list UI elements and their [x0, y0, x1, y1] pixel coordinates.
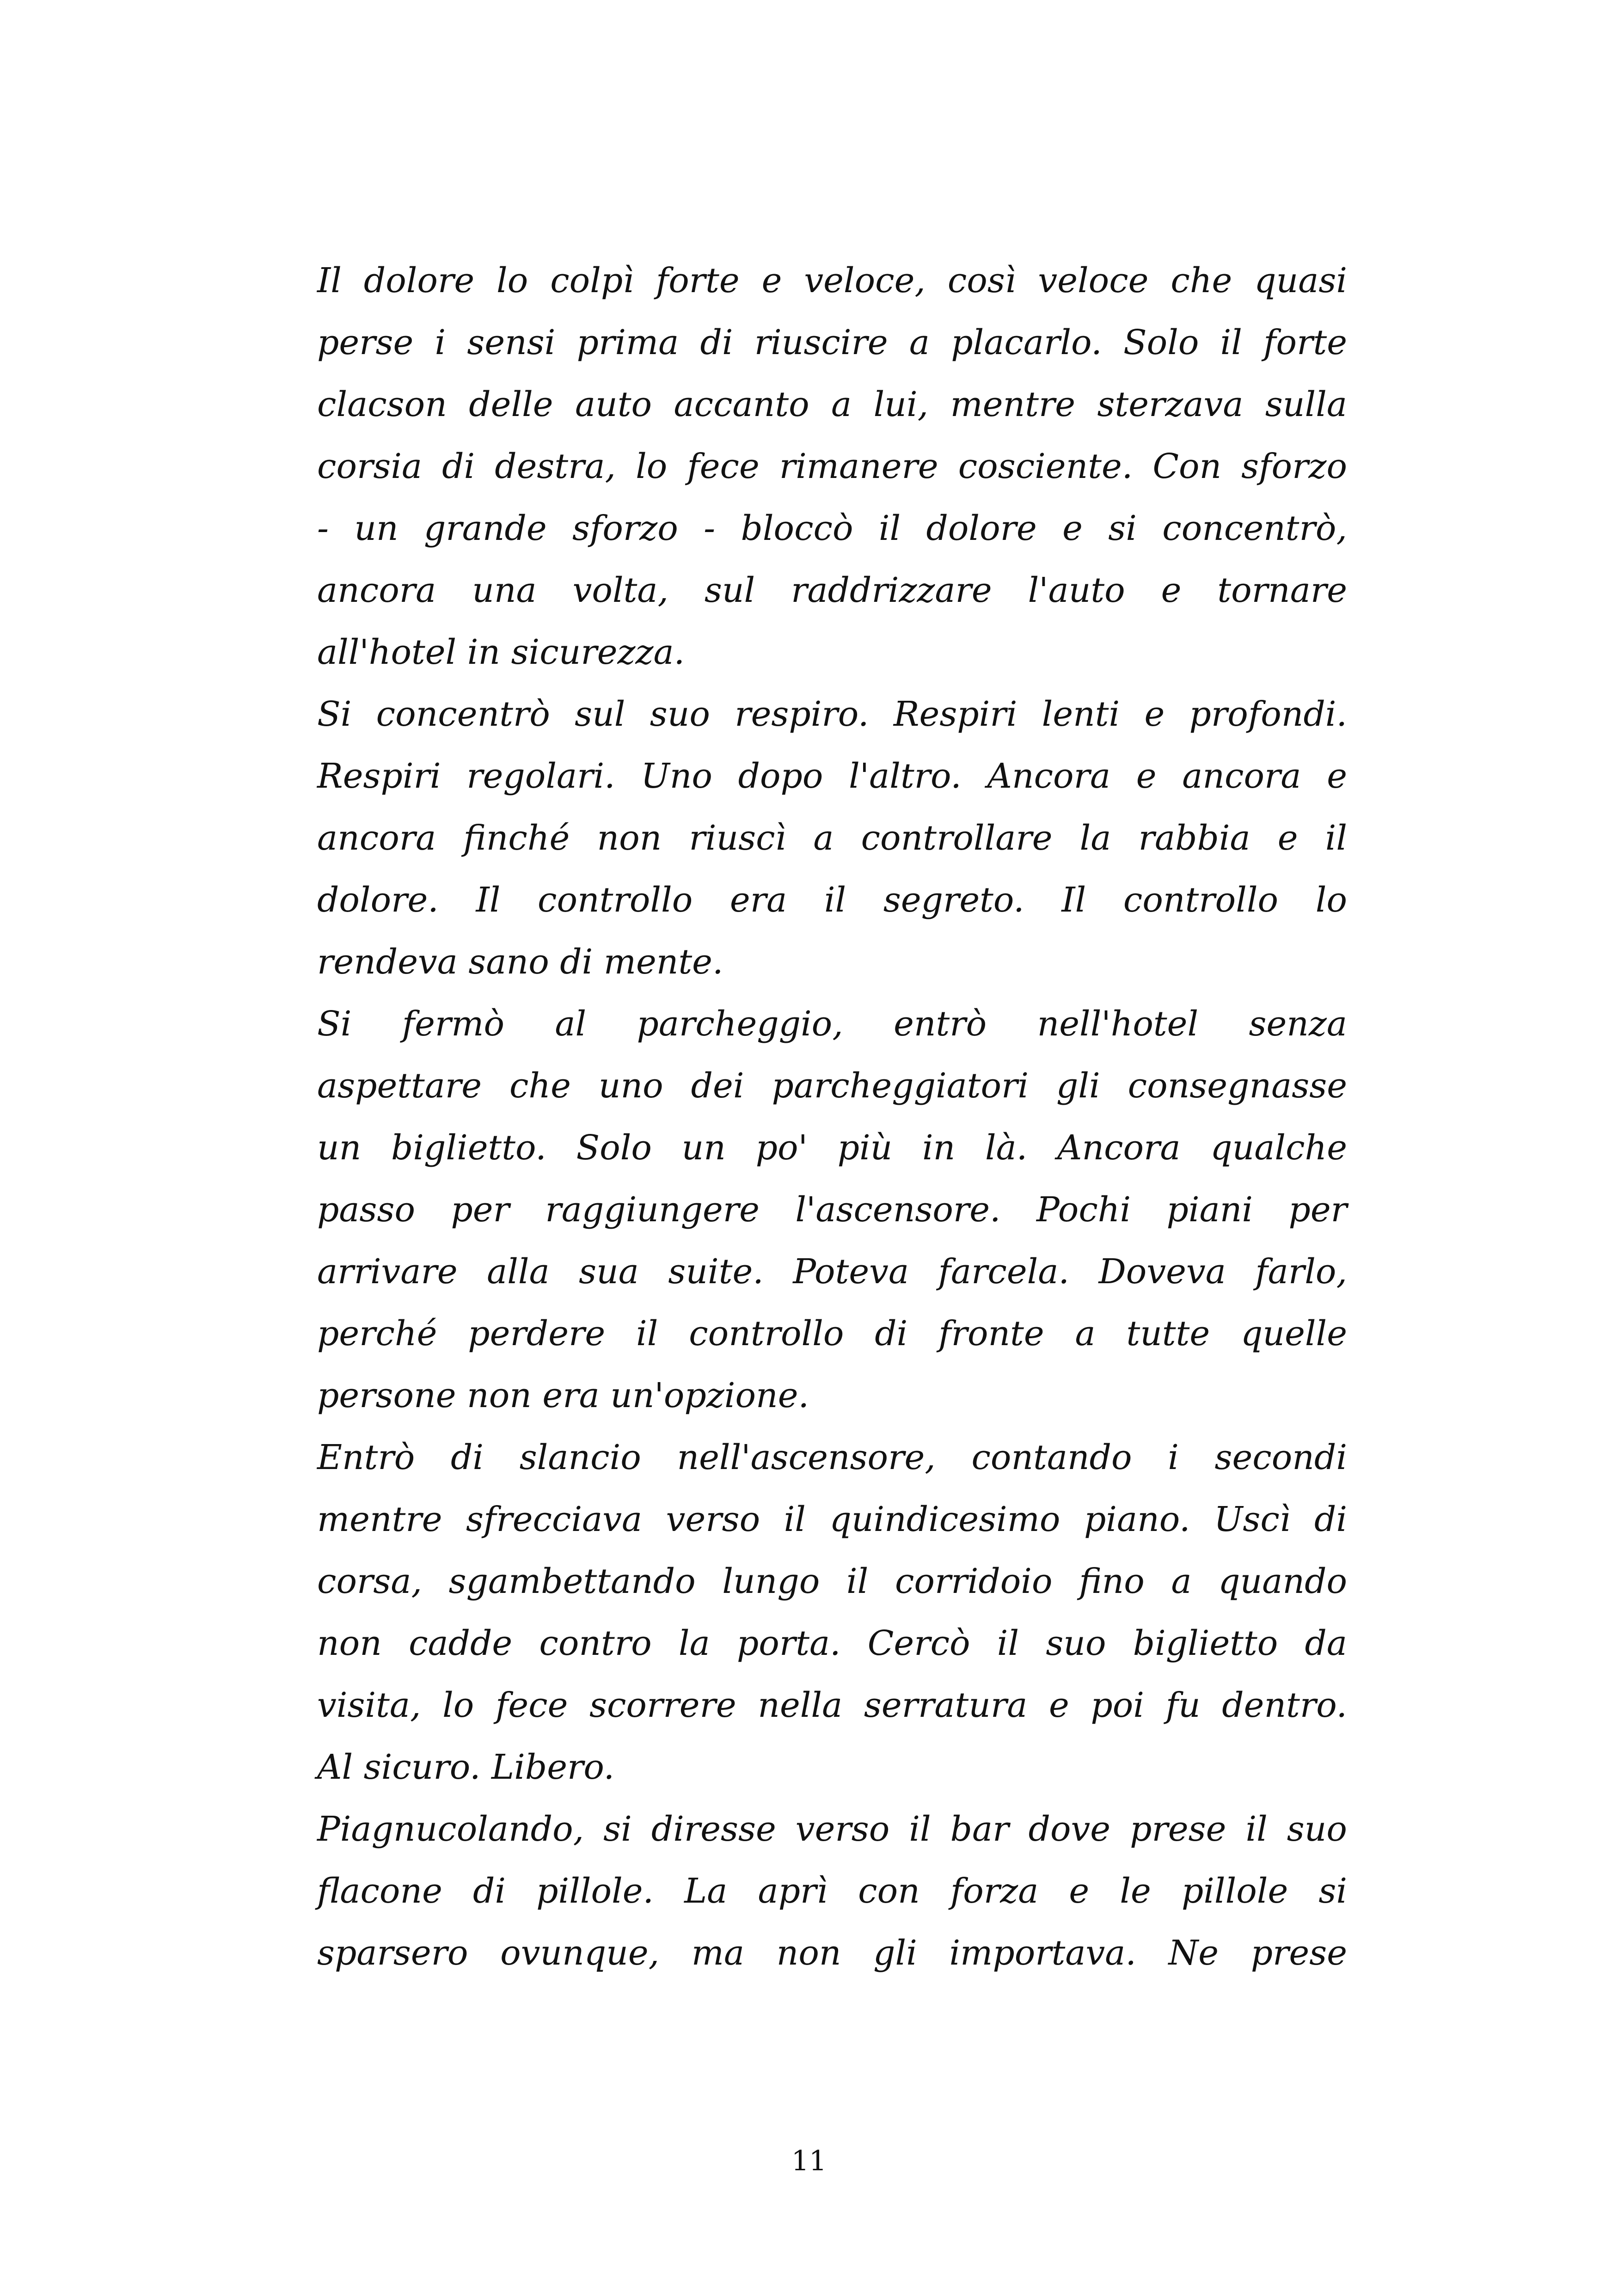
- body-text: [317, 250, 1347, 1984]
- text-line: perché perdere il controllo di fronte a tutte quelle: [317, 1314, 1347, 1353]
- text-line: Al sicuro. Libero.: [317, 1747, 615, 1787]
- text-line: arrivare alla sua suite. Poteva farcela. Doveva farlo,: [317, 1252, 1347, 1292]
- text-line: - un grande sforzo - bloccò il dolore e si concentrò,: [317, 508, 1347, 548]
- text-line: flacone di pillole. La aprì con forza e le pillole si: [317, 1871, 1347, 1911]
- text-line: passo per raggiungere l'ascensore. Pochi piani per: [317, 1190, 1347, 1230]
- text-line: ancora finché non riuscì a controllare la rabbia e il: [317, 818, 1347, 858]
- text-line: Si fermò al parcheggio, entrò nell'hotel senza: [317, 1004, 1347, 1044]
- text-line: corsa, sgambettando lungo il corridoio fino a quando: [317, 1561, 1347, 1601]
- text-line: corsia di destra, lo fece rimanere cosciente. Con sforzo: [317, 447, 1347, 486]
- paragraph: [317, 1798, 1347, 1984]
- text-line: ancora una volta, sul raddrizzare l'auto e tornare: [317, 570, 1347, 610]
- text-line: Si concentrò sul suo respiro. Respiri lenti e profondi.: [317, 694, 1347, 734]
- text-line: aspettare che uno dei parcheggiatori gli consegnasse: [317, 1066, 1347, 1106]
- text-line: perse i sensi prima di riuscire a placarlo. Solo il forte: [317, 323, 1347, 362]
- text-line: un biglietto. Solo un po' più in là. Ancora qualche: [317, 1128, 1347, 1168]
- text-line: dolore. Il controllo era il segreto. Il controllo lo: [317, 880, 1347, 920]
- text-line: visita, lo fece scorrere nella serratura e poi fu dentro.: [317, 1685, 1347, 1725]
- page-number: 11: [791, 2145, 827, 2177]
- paragraph: [317, 683, 1347, 993]
- paragraph: [317, 993, 1347, 1427]
- text-line: clacson delle auto accanto a lui, mentre sterzava sulla: [317, 385, 1347, 424]
- text-line: Entrò di slancio nell'ascensore, contando i secondi: [317, 1438, 1347, 1477]
- text-line: Il dolore lo colpì forte e veloce, così veloce che quasi: [317, 261, 1347, 300]
- text-line: rendeva sano di mente.: [317, 942, 723, 982]
- text-line: persone non era un'opzione.: [317, 1376, 809, 1415]
- paragraph: [317, 1427, 1347, 1798]
- text-line: sparsero ovunque, ma non gli importava. Ne prese: [317, 1933, 1347, 1973]
- paragraph: [317, 250, 1347, 683]
- text-line: mentre sfrecciava verso il quindicesimo piano. Uscì di: [317, 1500, 1347, 1539]
- text-line: non cadde contro la porta. Cercò il suo biglietto da: [317, 1623, 1347, 1663]
- text-line: Piagnucolando, si diresse verso il bar dove prese il suo: [317, 1809, 1347, 1849]
- text-line: all'hotel in sicurezza.: [317, 632, 685, 672]
- text-line: Respiri regolari. Uno dopo l'altro. Ancora e ancora e: [317, 756, 1347, 796]
